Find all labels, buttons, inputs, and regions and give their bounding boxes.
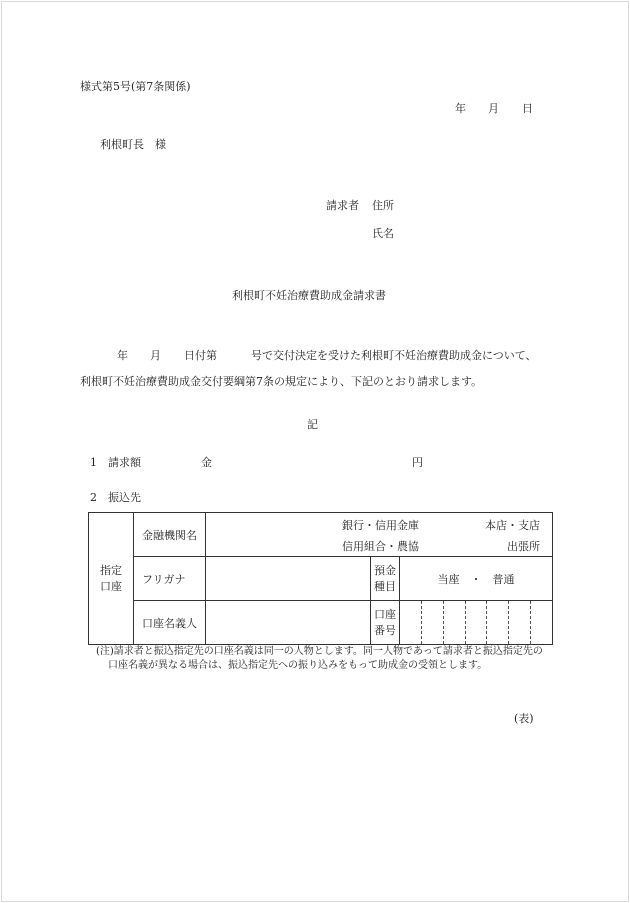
account-digit-box[interactable]	[421, 601, 443, 644]
account-number-label-line1: 口座	[374, 607, 396, 621]
note-line1: (注)請求者と振込指定先の口座名義は同一の人物とします。同一人物であって請求者と振込指定先の	[96, 646, 543, 657]
deposit-label-line1: 預金	[374, 563, 396, 577]
account-digit-box[interactable]	[443, 601, 465, 644]
account-number-field[interactable]	[400, 601, 553, 645]
designated-account-cell	[89, 513, 134, 645]
body-year: 年	[117, 349, 128, 362]
claimant-address-label: 住所	[372, 199, 394, 212]
account-holder-label-cell	[134, 601, 206, 645]
account-number-label-cell	[371, 601, 400, 645]
branch-type-row1: 本店・支店	[485, 519, 540, 532]
item2-number: 2	[90, 491, 97, 504]
form-number: 様式第5号(第7条関係)	[80, 80, 191, 93]
page-border	[1, 1, 629, 902]
body-day-number: 日付第	[184, 349, 217, 362]
furigana-label-cell	[134, 557, 206, 601]
item2-label: 振込先	[108, 491, 141, 504]
transfer-account-table	[88, 512, 553, 645]
account-digit-box[interactable]	[530, 601, 552, 644]
date-year: 年	[455, 102, 466, 115]
account-holder-label: 口座名義人	[142, 616, 197, 630]
deposit-label-line2: 種目	[374, 579, 396, 593]
furigana-label: フリガナ	[142, 572, 186, 586]
note-line2: 口座名義が異なる場合は、振込指定先への振り込みをもって助成金の受領とします。	[108, 660, 488, 671]
date-month: 月	[488, 102, 499, 115]
bank-type-row1: 銀行・信用金庫	[342, 519, 419, 532]
body-line1-rest: 号で交付決定を受けた利根町不妊治療費助成金について、	[251, 349, 537, 362]
ki-mark: 記	[307, 418, 318, 431]
branch-type-row2: 出張所	[507, 540, 540, 553]
account-holder-field[interactable]	[206, 601, 371, 645]
designated-label-line1: 指定	[100, 563, 122, 577]
account-digit-box[interactable]	[465, 601, 487, 644]
account-digit-box[interactable]	[400, 601, 421, 644]
bank-name-label-cell	[134, 513, 206, 557]
account-digit-box[interactable]	[486, 601, 508, 644]
bank-name-label: 金融機関名	[142, 528, 197, 542]
account-number-label-line2: 番号	[374, 623, 396, 637]
item1-kin: 金	[201, 456, 212, 469]
designated-label-line2: 口座	[100, 579, 122, 593]
body-line2: 利根町不妊治療費助成金交付要綱第7条の規定により、下記のとおり請求します。	[80, 375, 483, 388]
claimant-name-label: 氏名	[372, 227, 394, 240]
deposit-type-field[interactable]	[400, 557, 553, 601]
body-month: 月	[150, 349, 161, 362]
bank-type-row2: 信用組合・農協	[342, 540, 419, 553]
document-title: 利根町不妊治療費助成金請求書	[232, 289, 386, 302]
claimant-label: 請求者	[326, 199, 359, 212]
date-day: 日	[522, 102, 533, 115]
account-digit-box[interactable]	[508, 601, 530, 644]
furigana-field[interactable]	[206, 557, 371, 601]
bank-name-field[interactable]	[206, 513, 553, 557]
item1-label: 請求額	[108, 456, 141, 469]
item1-number: 1	[90, 456, 97, 469]
deposit-type-label-cell	[371, 557, 400, 601]
item1-yen: 円	[412, 456, 423, 469]
addressee: 利根町長 様	[100, 138, 166, 151]
deposit-type-options: 当座 ・ 普通	[437, 572, 515, 586]
page-side-marker: (表)	[514, 712, 534, 725]
